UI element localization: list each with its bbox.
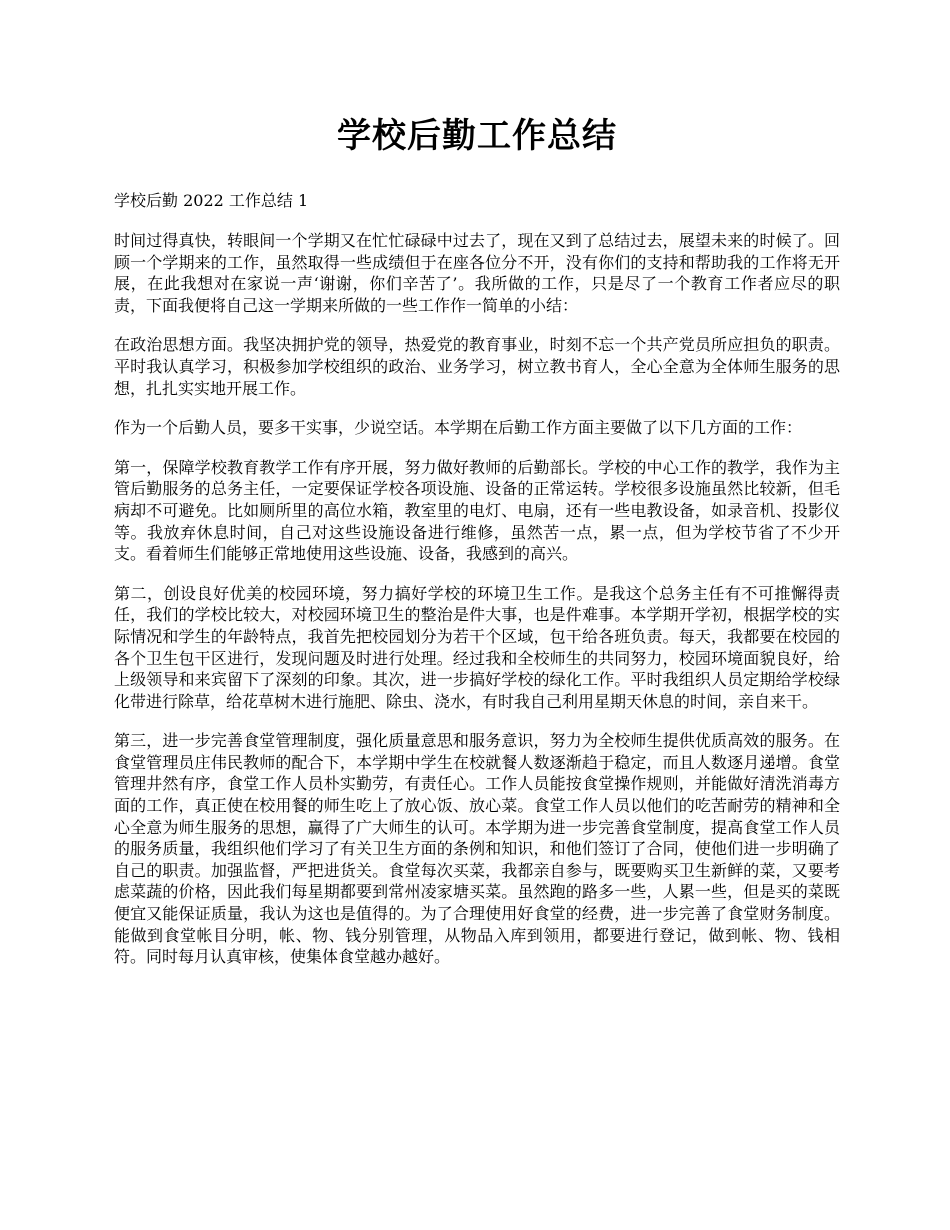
document-page — [114, 110, 840, 986]
paragraph-third: 第三，进一步完善食堂管理制度，强化质量意思和服务意识，努力为全校师生提供优质高效的服务。在食堂管理员庄伟民教师的配合下，本学期中学生在校就餐人数逐渐趋于稳定，而且人数逐月递增。食堂管理井然有序，食堂工作人员朴实勤劳，有责任心。工作人员能按食堂操作规则，并能做好清洗消毒方面的工作，真正使在校用餐的师生吃上了放心饭、放心菜。食堂工作人员以他们的吃苦耐劳的精神和全心全意为师生服务的思想，赢得了广大师生的认可。本学期为进一步完善食堂制度，提高食堂工作人员的服务质量，我组织他们学习了有关卫生方面的条例和知识，和他们签订了合同，使他们进一步明确了自己的职责。加强监督，严把进货关。食堂每次买菜，我都亲自参与，既要购买卫生新鲜的菜，又要考虑菜蔬的价格，因此我们每星期都要到常州凌家塘买菜。虽然跑的路多一些，人累一些，但是买的菜既便宜又能保证质量，我认为这也是值得的。为了合理使用好食堂的经费，进一步完善了食堂财务制度。能做到食堂帐目分明，帐、物、钱分别管理，从物品入库到领用，都要进行登记，做到帐、物、钱相符。同时每月认真审核，使集体食堂越办越好。 — [114, 731, 840, 967]
paragraph-intro: 时间过得真快，转眼间一个学期又在忙忙碌碌中过去了，现在又到了总结过去，展望未来的时候了。回顾一个学期来的工作，虽然取得一些成绩但于在座各位分不开，没有你们的支持和帮助我的工作将无开展，在此我想对在家说一声‘谢谢，你们辛苦了’。我所做的工作，只是尽了一个教育工作者应尽的职责，下面我便将自己这一学期来所做的一些工作作一简单的小结： — [114, 231, 840, 315]
paragraph-second: 第二，创设良好优美的校园环境，努力搞好学校的环境卫生工作。是我这个总务主任有不可推懈得责任，我们的学校比较大，对校园环境卫生的整治是件大事，也是件难事。本学期开学初，根据学校的实际情况和学生的年龄特点，我首先把校园划分为若干个区域，包干给各班负责。每天，我都要在校园的各个卫生包干区进行，发现问题及时进行处理。经过我和全校师生的共同努力，校园环境面貌良好，给上级领导和来宾留下了深刻的印象。其次，进一步搞好学校的绿化工作。平时我组织人员定期给学校绿化带进行除草，给花草树木进行施肥、除虫、浇水，有时我自己利用星期天休息的时间，亲自来干。 — [114, 583, 840, 711]
document-title: 学校后勤工作总结 — [337, 116, 617, 156]
paragraph-first: 第一，保障学校教育教学工作有序开展，努力做好教师的后勤部长。学校的中心工作的教学，我作为主管后勤服务的总务主任，一定要保证学校各项设施、设备的正常运转。学校很多设施虽然比较新，但毛病却不可避免。比如厕所里的高位水箱，教室里的电灯、电扇，还有一些电教设备，如录音机、投影仪等。我放弃休息时间，自己对这些设施设备进行维修，虽然苦一点，累一点，但为学校节省了不少开支。看着师生们能够正常地使用这些设施、设备，我感到的高兴。 — [114, 457, 840, 564]
paragraph-political: 在政治思想方面。我坚决拥护党的领导，热爱党的教育事业，时刻不忘一个共产党员所应担负的职责。平时我认真学习，积极参加学校组织的政治、业务学习，树立教书育人，全心全意为全体师生服务的思想，扎扎实实地开展工作。 — [114, 335, 840, 398]
paragraph-logistics-overview: 作为一个后勤人员，要多干实事，少说空话。本学期在后勤工作方面主要做了以下几方面的工作： — [114, 418, 803, 438]
document-subtitle: 学校后勤 2022 工作总结 1 — [114, 191, 309, 210]
